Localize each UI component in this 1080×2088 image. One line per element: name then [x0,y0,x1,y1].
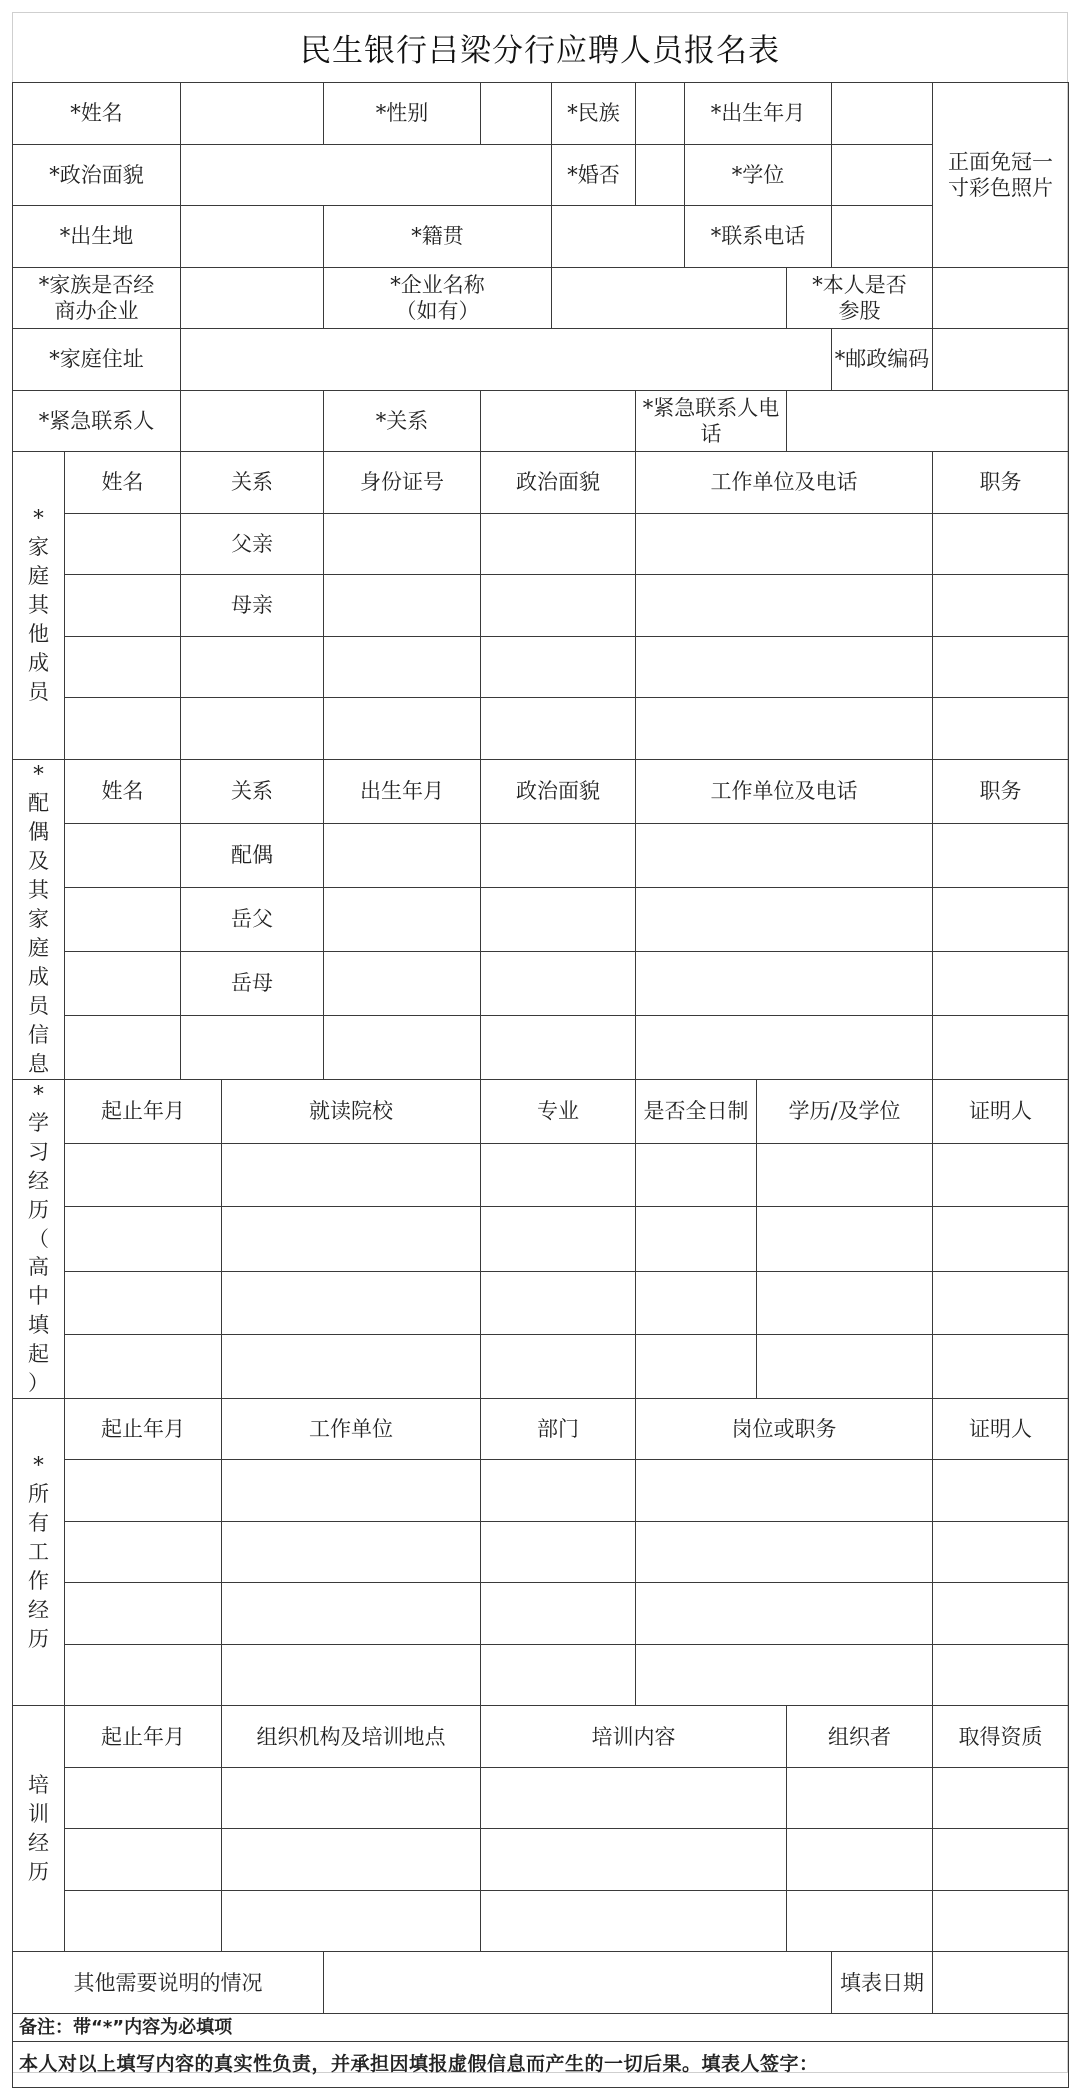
work-row [13,1583,1069,1645]
spouse-row [13,951,1069,1016]
field-native-place[interactable] [552,206,685,268]
spouse-cell[interactable] [65,1016,181,1080]
education-cell[interactable] [65,1144,222,1207]
work-cell[interactable] [65,1460,222,1522]
label-political-status: *政治面貌 [13,145,181,206]
label-ethnicity: *民族 [552,83,636,145]
label-marital-status: *婚否 [552,145,636,206]
label-company-name: *企业名称 （如有） [324,268,552,329]
education-cell[interactable] [481,1144,636,1207]
spouse-cell[interactable] [933,1016,1069,1080]
education-cell[interactable] [636,1144,757,1207]
spouse-cell[interactable] [65,823,181,888]
family-header-position: 职务 [933,452,1069,514]
family-relation-label: 父亲 [181,514,324,575]
label-fill-date: 填表日期 [832,1952,933,2014]
family-cell[interactable] [481,698,636,760]
spouse-cell[interactable] [181,1016,324,1080]
training-header-organization: 组织机构及培训地点 [222,1706,481,1768]
education-header-reference: 证明人 [933,1079,1069,1143]
spouse-cell[interactable] [65,951,181,1016]
work-cell[interactable] [481,1583,636,1645]
spouse-cell[interactable] [324,823,481,888]
field-birthplace[interactable] [181,206,324,268]
family-header-name: 姓名 [65,452,181,514]
training-cell[interactable] [933,1768,1069,1829]
field-name[interactable] [181,83,324,145]
field-company-name[interactable] [552,268,787,329]
field-other-notes[interactable] [324,1952,832,2014]
education-cell[interactable] [65,1334,222,1398]
work-header-position: 岗位或职务 [636,1399,933,1460]
work-cell[interactable] [481,1460,636,1522]
spouse-header-employer: 工作单位及电话 [636,760,933,824]
work-cell[interactable] [636,1522,933,1583]
work-cell[interactable] [933,1583,1069,1645]
training-section-label: 培 训 经 历 [13,1706,65,1952]
work-section-label: * 所 有 工 作 经 历 [13,1399,65,1706]
work-cell[interactable] [65,1522,222,1583]
spouse-cell[interactable] [324,1016,481,1080]
family-header-employer: 工作单位及电话 [636,452,933,514]
education-cell[interactable] [481,1271,636,1334]
field-gender[interactable] [481,83,552,145]
spouse-header-relation: 关系 [181,760,324,824]
education-row [13,1207,1069,1271]
spouse-cell[interactable] [481,951,636,1016]
work-header-reference: 证明人 [933,1399,1069,1460]
training-header-qualification: 取得资质 [933,1706,1069,1768]
education-cell[interactable] [222,1271,481,1334]
work-cell[interactable] [933,1460,1069,1522]
label-emergency-phone: *紧急联系人电话 [636,391,787,452]
training-cell[interactable] [787,1891,933,1952]
label-postcode: *邮政编码 [832,329,933,391]
work-header-employer: 工作单位 [222,1399,481,1460]
education-header-school: 就读院校 [222,1079,481,1143]
education-cell[interactable] [222,1207,481,1271]
training-cell[interactable] [65,1829,222,1891]
family-cell[interactable] [481,575,636,637]
field-political-status[interactable] [181,145,552,206]
field-marital-status[interactable] [636,145,685,206]
training-cell[interactable] [222,1829,481,1891]
field-emergency-contact[interactable] [181,391,324,452]
training-cell[interactable] [481,1891,787,1952]
field-relation[interactable] [481,391,636,452]
work-header-period: 起止年月 [65,1399,222,1460]
family-cell[interactable] [65,575,181,637]
label-native-place: *籍贯 [324,206,552,268]
training-cell[interactable] [933,1891,1069,1952]
education-header-degree: 学历/及学位 [757,1079,933,1143]
field-phone[interactable] [832,206,933,268]
spouse-header-political: 政治面貌 [481,760,636,824]
label-relation: *关系 [324,391,481,452]
education-row [13,1334,1069,1398]
work-cell[interactable] [933,1522,1069,1583]
training-cell[interactable] [481,1829,787,1891]
spouse-relation-label: 岳父 [181,888,324,952]
label-birthplace: *出生地 [13,206,181,268]
family-cell[interactable] [324,575,481,637]
spouse-cell[interactable] [933,888,1069,952]
family-relation-label: 母亲 [181,575,324,637]
spouse-header-position: 职务 [933,760,1069,824]
family-cell[interactable] [933,514,1069,575]
education-section-label: * 学 习 经 历 （ 高 中 填 起 ） [13,1079,65,1399]
family-cell[interactable] [933,575,1069,637]
family-cell[interactable] [636,698,933,760]
training-cell[interactable] [65,1768,222,1829]
training-cell[interactable] [65,1891,222,1952]
work-row [13,1460,1069,1522]
work-header-department: 部门 [481,1399,636,1460]
family-cell[interactable] [324,698,481,760]
spouse-cell[interactable] [636,951,933,1016]
required-note: 备注：带“*”内容为必填项 [13,2014,1069,2042]
field-shareholding[interactable] [933,268,1069,329]
work-cell[interactable] [222,1645,481,1706]
education-cell[interactable] [933,1144,1069,1207]
family-cell[interactable] [636,575,933,637]
education-cell[interactable] [757,1271,933,1334]
spouse-cell[interactable] [324,951,481,1016]
spouse-cell[interactable] [65,888,181,952]
education-cell[interactable] [757,1144,933,1207]
family-header-relation: 关系 [181,452,324,514]
family-row [13,514,1069,575]
training-cell[interactable] [787,1829,933,1891]
spouse-cell[interactable] [636,888,933,952]
work-cell[interactable] [636,1583,933,1645]
training-row [13,1891,1069,1952]
education-header-major: 专业 [481,1079,636,1143]
family-row [13,575,1069,637]
training-header-organizer: 组织者 [787,1706,933,1768]
family-cell[interactable] [181,698,324,760]
training-cell[interactable] [222,1768,481,1829]
training-cell[interactable] [933,1829,1069,1891]
work-cell[interactable] [65,1645,222,1706]
education-cell[interactable] [933,1334,1069,1398]
field-birth-date[interactable] [832,83,933,145]
label-home-address: *家庭住址 [13,329,181,391]
work-cell[interactable] [65,1583,222,1645]
label-emergency-contact: *紧急联系人 [13,391,181,452]
family-cell[interactable] [933,698,1069,760]
signature-pledge[interactable]: 本人对以上填写内容的真实性负责，并承担因填报虚假信息而产生的一切后果。填表人签字： [13,2042,1069,2088]
field-home-address[interactable] [181,329,832,391]
family-cell[interactable] [933,637,1069,698]
education-cell[interactable] [222,1144,481,1207]
family-cell[interactable] [181,637,324,698]
education-header-period: 起止年月 [65,1079,222,1143]
family-row [13,698,1069,760]
family-cell[interactable] [65,637,181,698]
work-cell[interactable] [636,1645,933,1706]
field-degree[interactable] [832,145,933,206]
family-header-political: 政治面貌 [481,452,636,514]
education-row [13,1144,1069,1207]
education-cell[interactable] [636,1271,757,1334]
work-cell[interactable] [481,1522,636,1583]
spouse-cell[interactable] [481,823,636,888]
family-row [13,637,1069,698]
spouse-relation-label: 配偶 [181,823,324,888]
education-cell[interactable] [481,1207,636,1271]
application-form-table [12,82,1069,2088]
family-cell[interactable] [636,514,933,575]
spouse-cell[interactable] [481,1016,636,1080]
work-row [13,1645,1069,1706]
training-cell[interactable] [481,1768,787,1829]
spouse-section-label: * 配 偶 及 其 家 庭 成 员 信 息 [13,760,65,1080]
family-cell[interactable] [324,637,481,698]
spouse-header-name: 姓名 [65,760,181,824]
family-header-id-number: 身份证号 [324,452,481,514]
field-fill-date[interactable] [933,1952,1069,2014]
education-cell[interactable] [757,1334,933,1398]
label-gender: *性别 [324,83,481,145]
work-cell[interactable] [222,1583,481,1645]
label-birth-date: *出生年月 [685,83,832,145]
training-row [13,1768,1069,1829]
family-cell[interactable] [324,514,481,575]
education-cell[interactable] [65,1207,222,1271]
education-cell[interactable] [933,1207,1069,1271]
spouse-cell[interactable] [636,1016,933,1080]
education-cell[interactable] [222,1334,481,1398]
label-shareholding: *本人是否 参股 [787,268,933,329]
education-cell[interactable] [757,1207,933,1271]
spouse-row [13,1016,1069,1080]
spouse-row [13,823,1069,888]
form-title: 民生银行吕梁分行应聘人员报名表 [300,32,780,69]
label-family-business: *家族是否经 商办企业 [13,268,181,329]
spouse-cell[interactable] [324,888,481,952]
label-phone: *联系电话 [685,206,832,268]
training-row [13,1829,1069,1891]
work-cell[interactable] [481,1645,636,1706]
education-header-fulltime: 是否全日制 [636,1079,757,1143]
spouse-row [13,888,1069,952]
spouse-cell[interactable] [933,951,1069,1016]
spouse-cell[interactable] [481,888,636,952]
education-cell[interactable] [933,1271,1069,1334]
education-cell[interactable] [65,1271,222,1334]
education-row [13,1271,1069,1334]
education-cell[interactable] [481,1334,636,1398]
family-cell[interactable] [65,698,181,760]
work-row [13,1522,1069,1583]
label-degree: *学位 [685,145,832,206]
family-cell[interactable] [481,514,636,575]
field-postcode[interactable] [933,329,1069,391]
family-cell[interactable] [636,637,933,698]
family-section-label: * 家 庭 其 他 成 员 [13,452,65,760]
field-emergency-phone[interactable] [787,391,1069,452]
label-other-notes: 其他需要说明的情况 [13,1952,324,2014]
training-header-content: 培训内容 [481,1706,787,1768]
photo-box[interactable]: 正面免冠一 寸彩色照片 [933,83,1069,268]
work-cell[interactable] [636,1460,933,1522]
training-cell[interactable] [222,1891,481,1952]
spouse-cell[interactable] [636,823,933,888]
field-ethnicity[interactable] [636,83,685,145]
spouse-relation-label: 岳母 [181,951,324,1016]
education-cell[interactable] [636,1334,757,1398]
work-cell[interactable] [222,1522,481,1583]
label-name: *姓名 [13,83,181,145]
training-header-period: 起止年月 [65,1706,222,1768]
field-family-business[interactable] [181,268,324,329]
education-cell[interactable] [636,1207,757,1271]
work-cell[interactable] [933,1645,1069,1706]
spouse-header-birth: 出生年月 [324,760,481,824]
training-cell[interactable] [787,1768,933,1829]
family-cell[interactable] [481,637,636,698]
family-cell[interactable] [65,514,181,575]
work-cell[interactable] [222,1460,481,1522]
spouse-cell[interactable] [933,823,1069,888]
